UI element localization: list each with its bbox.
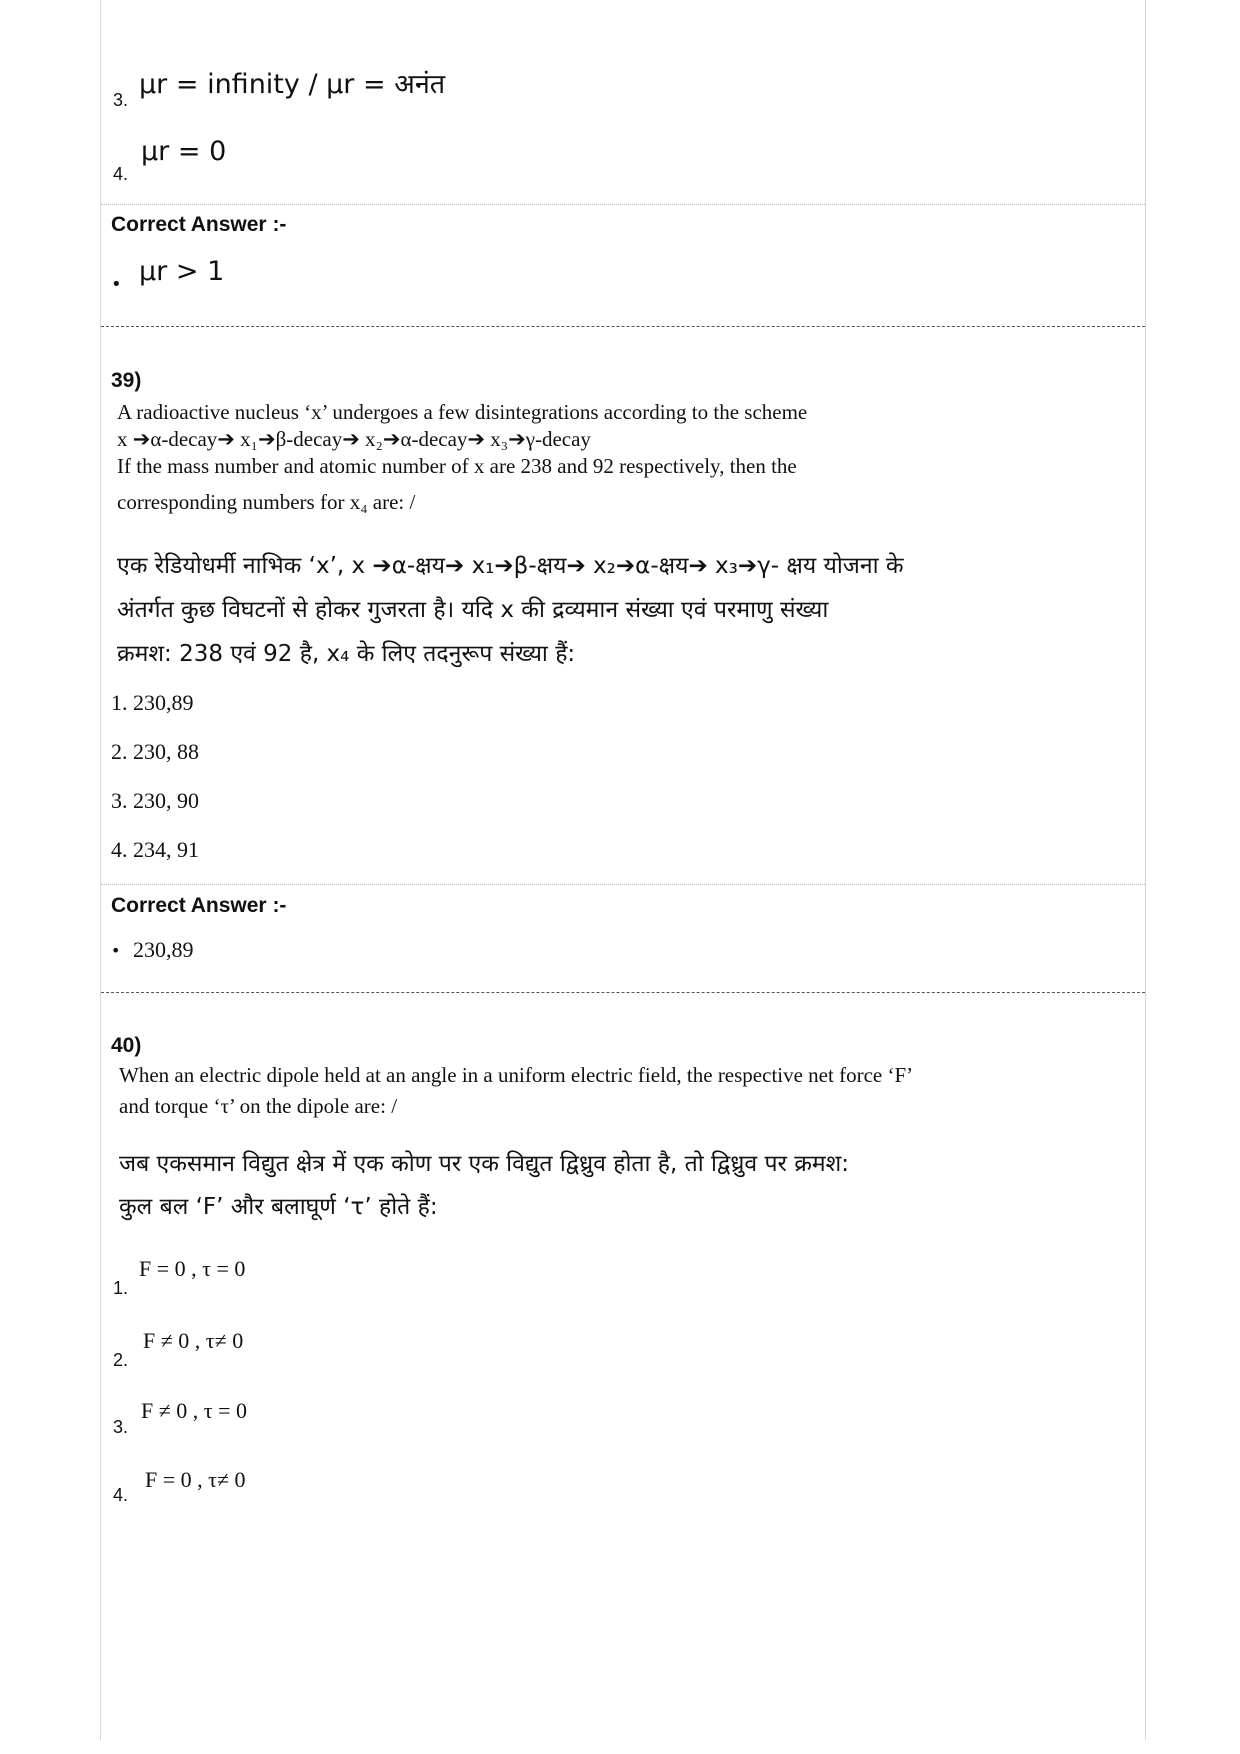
q39-hindi-line-2: अंतर्गत कुछ विघटनों से होकर गुजरता है। यदि x की द्रव्यमान संख्या एवं परमाणु संख्या — [117, 597, 829, 623]
q39-option-2: 2. 230, 88 — [111, 739, 199, 764]
q38-option-3-text: μr = infinity / μr = अनंत — [139, 69, 446, 100]
q39-correct-answer-label: Correct Answer :- — [111, 894, 287, 917]
q40-option-2-number: 2. — [113, 1350, 129, 1370]
q39-english-line-2: x ➔α-decay➔ x₁➔β-decay➔ x₂➔α-decay➔ x₃➔γ-decay — [117, 427, 591, 451]
q40-option-2-text: F ≠ 0 , τ≠ 0 — [143, 1328, 244, 1353]
q40-option-4-number: 4. — [113, 1485, 129, 1505]
q39-number: 39) — [111, 369, 142, 392]
q38-correct-answer-label: Correct Answer :- — [111, 213, 287, 236]
q40-option-1-number: 1. — [113, 1278, 129, 1298]
question-separator — [101, 992, 1145, 993]
q40-english-line-1: When an electric dipole held at an angle in a uniform electric field, the respective net force ‘F’ — [119, 1063, 914, 1087]
question-separator — [101, 326, 1145, 327]
q40-option-1-text: F = 0 , τ = 0 — [139, 1256, 246, 1281]
q39-english-line-3: If the mass number and atomic number of x are 238 and 92 respectively, then the — [117, 454, 797, 478]
q40-option-3-number: 3. — [113, 1417, 129, 1437]
q38-option-3-number: 3. — [113, 90, 129, 110]
bullet-icon: • — [111, 941, 121, 960]
q39-correct-answer-text: 230,89 — [133, 937, 194, 962]
q40-english-line-2: and torque ‘τ’ on the dipole are: / — [119, 1094, 398, 1118]
q40-hindi-line-2: कुल बल ‘F’ और बलाघूर्ण ‘τ’ होते हैं: — [119, 1194, 438, 1220]
q39-option-1: 1. 230,89 — [111, 690, 194, 715]
question-paper-page — [100, 0, 1146, 1740]
divider — [101, 204, 1145, 205]
q39-hindi-line-3: क्रमश: 238 एवं 92 है, x₄ के लिए तदनुरूप संख्या हैं: — [117, 641, 576, 667]
q40-option-4-text: F = 0 , τ≠ 0 — [145, 1467, 246, 1492]
q40-number: 40) — [111, 1034, 142, 1057]
q39-english-line-1: A radioactive nucleus ‘x’ undergoes a few disintegrations according to the scheme — [117, 400, 808, 424]
q39-hindi-line-1: एक रेडियोधर्मी नाभिक ‘x’, x ➔α-क्षय➔ x₁➔β-क्षय➔ x₂➔α-क्षय➔ x₃➔γ- क्षय योजना के — [117, 553, 904, 579]
q39-option-4: 4. 234, 91 — [111, 837, 199, 862]
q39-english-line-4: corresponding numbers for x₄ are: / — [117, 490, 416, 514]
bullet-icon: • — [111, 274, 122, 295]
q38-option-4-text: μr = 0 — [141, 136, 227, 167]
q40-hindi-line-1: जब एकसमान विद्युत क्षेत्र में एक कोण पर एक विद्युत द्विध्रुव होता है, तो द्विध्रुव पर क्रमश: — [119, 1151, 850, 1177]
q38-option-4-number: 4. — [113, 164, 129, 184]
q40-option-3-text: F ≠ 0 , τ = 0 — [141, 1398, 248, 1423]
q38-correct-answer-text: μr > 1 — [139, 256, 225, 287]
divider — [101, 884, 1145, 885]
q39-option-3: 3. 230, 90 — [111, 788, 199, 813]
